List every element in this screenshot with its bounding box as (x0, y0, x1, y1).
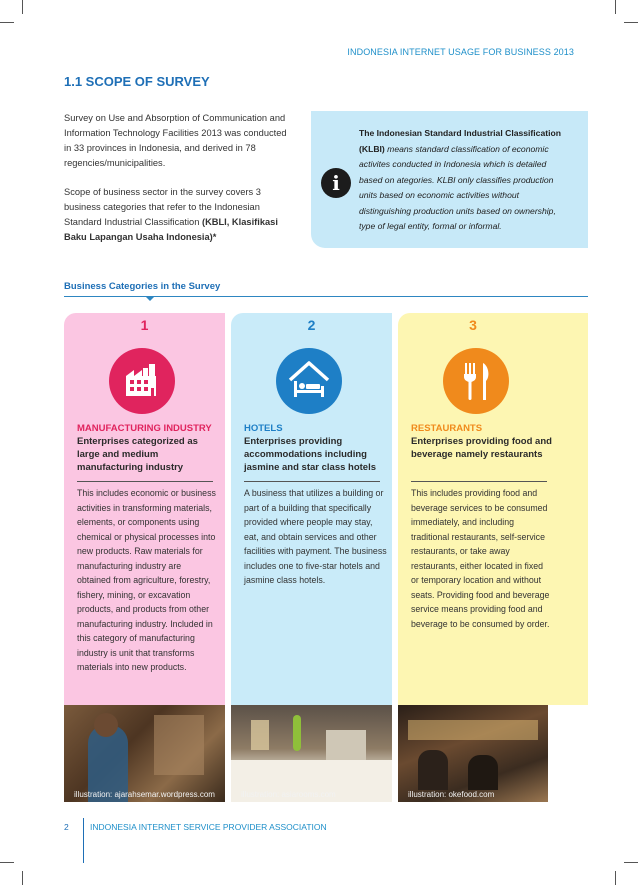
footer-organization: INDONESIA INTERNET SERVICE PROVIDER ASSOCIATION (90, 822, 327, 832)
restaurant-photo (398, 705, 548, 802)
category-title: HOTELS (244, 423, 283, 434)
category-description: A business that utilizes a building or part of a building that specifically provided where people may stay, eat, and obtain services and other facilities with payment. The business includes one to five-star hotels and jasmine class hotels. (244, 488, 387, 585)
intro-paragraph-2: Scope of business sector in the survey covers 3 business categories that refer to the Indonesian Standard Industrial Classification (KBLI, Klasifikasi Baku Lapangan Usaha Indonesia)* (64, 187, 278, 242)
category-number: 3 (469, 317, 477, 333)
category-divider (244, 481, 380, 482)
photo-credit: illustration: okefood.com (408, 790, 495, 799)
category-card-hotels (231, 313, 392, 705)
hotel-icon (276, 348, 342, 414)
running-header: INDONESIA INTERNET USAGE FOR BUSINESS 2013 (347, 47, 574, 57)
category-card-restaurants (398, 313, 588, 705)
categories-divider-marker (145, 296, 155, 301)
category-subtitle: Enterprises categorized as large and medium manufacturing industry (77, 436, 198, 473)
fork-knife-icon (443, 348, 509, 414)
photo-credit: illustration: asiarooms.com (241, 790, 336, 799)
categories-divider (64, 296, 588, 297)
kbli-reference: (KBLI, Klasifikasi Baku Lapangan Usaha Indonesia)* (64, 217, 278, 242)
footer-divider (83, 818, 84, 863)
section-title: 1.1 SCOPE OF SURVEY (64, 74, 210, 89)
manufacturing-photo (64, 705, 225, 802)
photo-credit: illustration: ajarahsemar.wordpress.com (74, 790, 215, 799)
category-number: 2 (307, 317, 316, 333)
intro-text (64, 111, 294, 259)
category-divider (411, 481, 547, 482)
info-icon: i (321, 168, 351, 198)
category-title: MANUFACTURING INDUSTRY (77, 423, 212, 434)
category-card-manufacturing (64, 313, 225, 705)
category-divider (77, 481, 213, 482)
category-title: RESTAURANTS (411, 423, 483, 434)
category-description: This includes economic or business activities in transforming materials, elements, or components using chemical or physical processes into new products. Raw materials for manufacturing industry are obtained from agriculture, forestry, fishery, mining, or excavation products, and products from other manufacturing industry. Included in this category of manufacturing industry is unit that transforms materials into new products. (77, 488, 216, 672)
intro-paragraph-1: Survey on Use and Absorption of Communication and Information Technology Facilities 2013 was conducted in 33 provinces in Indonesia, and derived in 78 regencies/municipalities. (64, 113, 287, 168)
hotel-photo (231, 705, 392, 802)
category-subtitle: Enterprises providing food and beverage namely restaurants (411, 436, 552, 460)
category-description: This includes providing food and beverage services to be consumed immediately, and including traditional restaurants, self-service restaurants, or take away restaurants, either located in fixed or temporary location and without seats. Providing food and beverage service means providing food and beverage to be consumed by order. (411, 488, 550, 629)
page-number: 2 (64, 822, 69, 832)
kbli-info-box (311, 111, 588, 248)
category-subtitle: Enterprises providing accommodations including jasmine and star class hotels (244, 436, 377, 473)
info-text: The Indonesian Standard Industrial Classification (KLBI) means standard classification of economic activites conducted in Indonesia which is detailed based on ategories. KLBI only classifies production units based on economic activities without distinguishing production units based on ownership, type of legal entity, formal or informal. (359, 128, 561, 231)
category-number: 1 (140, 317, 149, 333)
factory-icon (109, 348, 175, 414)
categories-heading: Business Categories in the Survey (64, 281, 221, 292)
